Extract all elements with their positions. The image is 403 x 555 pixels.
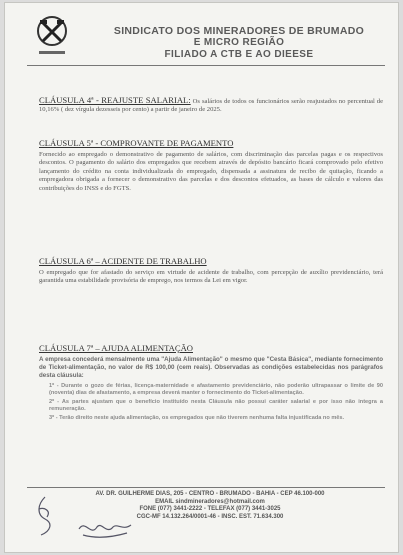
footer-registration: CGC-MF 14.132.264/0001-46 - INSC. EST. 71.634.300 [136,513,284,520]
clause-7-paragraph-1: 1º - Durante o gozo de férias, licença-maternidade e afastamento previdenciário, não poderão ultrapassar o limite de 90 (noventa) dias de afastamento, a empresa deverá manter o fornecimento do Ticket-alimentação. [49,382,383,396]
union-name: SINDICATO DOS MINERADORES DE BRUMADO [113,25,365,37]
footer-address: AV. DR. GUILHERME DIAS, 205 - CENTRO - BRUMADO - BAHIA - CEP 46.100-000 [95,491,325,497]
header-divider [27,65,385,66]
clause-4-heading: CLÁUSULA 4ª - REAJUSTE SALARIAL: [39,95,191,105]
union-affiliation: FILIADO A CTB E AO DIEESE [164,49,314,60]
union-region: E MICRO REGIÃO [193,37,285,48]
clause-5-body: Fornecido ao empregado o demonstrativo de pagamento de salários, com discriminação das parcelas pagas e os respectivos descontos. O pagamento do salário dos empregados que recebem através de depósito bancário ficará comprovado pelo efetivo lançamento do crédito na conta individualizada do empregado, dispensada a assinatura de recibo de quitação, ficando a empregadora obrigada a fornecer o demonstrativo das parcelas e dos descontos efetuados, as bases de cálculo e valores das contribuições do INSS e do FGTS. [39,151,383,192]
clause-7-paragraph-3: 3º - Terão direito neste ajuda alimentação, os empregados que não tiverem nenhuma falta injustificada no mês. [49,415,345,422]
clause-7-paragraph-2: 2º - As partes ajustam que o benefício instituído nesta Cláusula não possui caráter salarial e por isso não integra a remuneração. [49,399,383,413]
footer-divider [27,487,385,488]
handwritten-signature [77,515,133,541]
clause-6-heading: CLÁUSULA 6ª – ACIDENTE DE TRABALHO [39,256,207,266]
union-logo [35,15,69,59]
clause-6 [39,256,383,286]
clause-5 [39,138,383,193]
footer-email: EMAIL sindmineradores@hotmail.com [155,498,265,505]
clause-7-body: A empresa concederá mensalmente uma "Ajuda Alimentação" o mesmo que "Cesta Básica", mediante fornecimento de Ticket-alimentação, no valor de R$ 100,00 (cem reais). Observadas as condições estabelecidas nos parágrafos desta cláusula: [39,356,383,380]
clause-7 [39,343,383,423]
clause-7-heading: CLÁUSULA 7ª – AJUDA ALIMENTAÇÃO [39,343,193,353]
clause-4-body: Os salários de todos os funcionários serão reajustados no percentual de 10,16% ( dez vírgula dezesseis por cento) a partir de janeiro de 2025. [39,98,384,114]
clause-6-body: O empregado que for afastado do serviço em virtude de acidente de trabalho, com percepção de auxílio previdenciário, terá garantida uma estabilidade provisória de emprego, nos termos da Lei em vigor. [39,269,383,285]
clause-5-heading: CLÁUSULA 5ª - COMPROVANTE DE PAGAMENTO [39,138,234,148]
letterhead [89,25,389,61]
handwritten-signature [33,495,57,537]
footer-phone: FONE (077) 3441-2222 - TELEFAX (077) 3441-3025 [139,506,281,513]
document-page [4,2,399,553]
clause-4 [39,95,383,115]
